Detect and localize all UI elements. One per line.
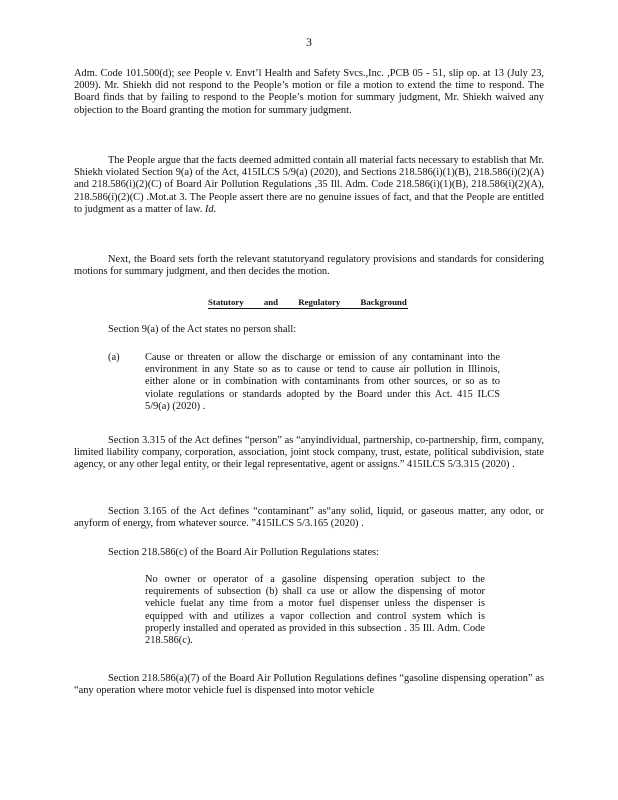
- paragraph-people-argue: [74, 155, 544, 216]
- page-number: 3: [306, 37, 312, 49]
- list-marker-a: (a): [108, 352, 120, 363]
- paragraph-section-3-315: Section 3.315 of the Act defines “person” as “anyindividual, partnership, co-partnership, firm, company, limited liability company, corporation, association, joint stock company, trust, estate, political subdivision, state agency, or any other legal entity, or their legal representative, agent or assigns.” 415ILCS 5/3.315 (2020) .: [74, 435, 544, 471]
- paragraph-next-board: Next, the Board sets forth the relevant statutoryand regulatory provisions and standards for considering motions for summary judgment, and then decides the motion.: [74, 254, 544, 278]
- list-item-a-text: Cause or threaten or allow the discharge or emission of any contaminant into the environment in any State so as to cause or tend to cause air pollution in Illinois, either alone or in combination with contaminants from other sources, or so as to violate regulations or standards adopted by the Board under this Act. 415 ILCS 5/9(a) (2020) .: [145, 352, 500, 412]
- section-9a-intro: Section 9(a) of the Act states no person shall:: [108, 324, 297, 335]
- block-quote-218-586c: No owner or operator of a gasoline dispensing operation subject to the requirements of subsection (b) shall ca use or allow the dispensing of motor vehicle fuelat any time from a motor fuel dispenser unless the dispenser is equipped with and utilizes a vapor collection and control system which is properly installed and operated as provided in this subsection . 35 Ill. Adm. Code 218.586(c).: [145, 574, 485, 647]
- id-signal: Id.: [204, 203, 217, 215]
- paragraph-section-218-586a7: Section 218.586(a)(7) of the Board Air Pollution Regulations defines “gasoline dispensing operation” as “any operation where motor vehicle fuel is dispensed into motor vehicle: [74, 673, 544, 697]
- paragraph-waiver: [74, 68, 544, 117]
- section-heading: Statutory and Regulatory Background: [208, 297, 407, 307]
- paragraph-waiver-text: People v. Envt’l Health and Safety Svcs.,Inc. ,PCB 05 - 51, slip op. at 13 (July 23, 2009). Mr. Shiekh did not respond to the People’s motion or file a motion to extend the time to respond. The Board finds that by failing to respond to the People’s motion for summary judgment, Mr. Shiekh waived any objection to the Board granting the motion for summary judgment.: [74, 68, 544, 116]
- paragraph-people-argue-text: The People argue that the facts deemed admitted contain all material facts necessary to establish that Mr. Shiekh violated Section 9(a) of the Act, 415ILCS 5/9(a) (2020), and Sections 218.586(i)(1)(B), 218.586(i)(2)(A) and 218.586(i)(2)(C) of Board Air Pollution Regulations ,35 Ill. Adm. Code 218.586(i)(1)(B), 218.586(i)(2)(A), 218.586(i)(2)(C) .Mot.at 3. The People assert there are no genuine issues of fact, and that the People are entitled to judgment as a matter of law.: [74, 155, 544, 215]
- see-signal: see: [177, 68, 191, 79]
- citation-adm-code: Adm. Code 101.500(d);: [74, 68, 175, 79]
- paragraph-section-3-165: Section 3.165 of the Act defines “contaminant” as“any solid, liquid, or gaseous matter, any odor, or anyform of energy, from whatever source. ”415ILCS 5/3.165 (2020) .: [74, 506, 544, 530]
- section-218-586c-intro: Section 218.586(c) of the Board Air Pollution Regulations states:: [108, 547, 379, 558]
